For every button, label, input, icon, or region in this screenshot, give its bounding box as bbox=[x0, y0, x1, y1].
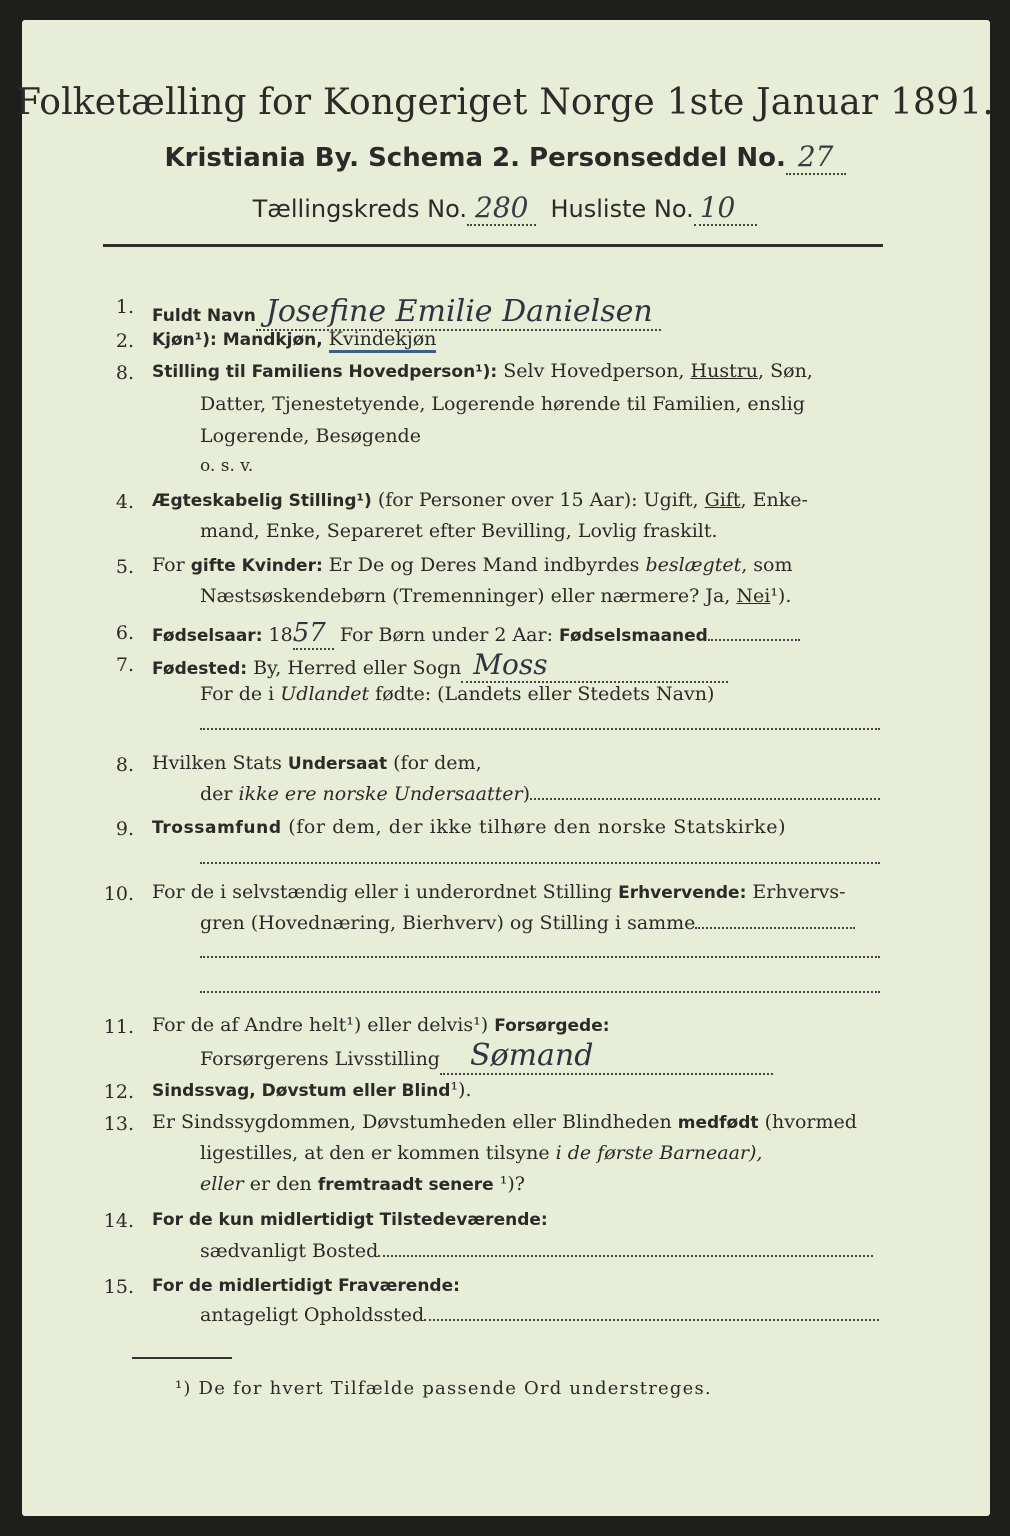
q2-selected-sex: Kvindekjøn bbox=[329, 328, 437, 353]
q6-text: For Børn under 2 Aar: bbox=[333, 624, 560, 646]
q9-text: (for dem, der ikke tilhøre den norske Statskirke) bbox=[281, 816, 787, 838]
q4-selected-status: Gift bbox=[704, 489, 741, 511]
q10-label: Erhvervende: bbox=[618, 883, 747, 903]
q5-text-3: , som bbox=[741, 554, 793, 576]
q13-line2 bbox=[200, 1142, 762, 1164]
q10-line2-text: gren (Hovednæring, Bierhverv) og Stilling i samme bbox=[200, 912, 696, 934]
q9-label: Trossamfund bbox=[152, 818, 282, 838]
q5-selected-answer: Nei bbox=[736, 585, 771, 607]
q5-italic: beslægtet bbox=[645, 554, 742, 576]
q4-label: Ægteskabelig Stilling¹) bbox=[152, 491, 372, 511]
q7-label: Fødested: bbox=[152, 659, 248, 679]
footnote: ¹) De for hvert Tilfælde passende Ord understreges. bbox=[175, 1378, 712, 1399]
q6-label: Fødselsaar: bbox=[152, 626, 263, 646]
q7-line2-b: fødte: (Landets eller Stedets Navn) bbox=[369, 683, 715, 705]
header-rule bbox=[103, 244, 883, 247]
q15-label: For de midlertidigt Fraværende: bbox=[152, 1276, 460, 1296]
q15-field bbox=[424, 1318, 879, 1321]
q8-line2-b: ) bbox=[522, 783, 530, 805]
q4-text-end: , Enke- bbox=[740, 489, 808, 511]
q8-line2 bbox=[200, 783, 880, 805]
q6-label2: Fødselsmaaned bbox=[559, 626, 708, 646]
q13-line3 bbox=[200, 1173, 525, 1195]
schema-label: Kristiania By. Schema 2. Personseddel No. bbox=[164, 143, 786, 173]
q13-line3-bold: fremtraadt senere bbox=[317, 1175, 494, 1195]
q10-line2 bbox=[200, 912, 855, 934]
q7-birthplace: Moss bbox=[461, 648, 727, 683]
q9-row bbox=[152, 816, 786, 838]
q4-line2: mand, Enke, Separeret efter Bevilling, Lovlig fraskilt. bbox=[200, 520, 718, 542]
q1-row bbox=[152, 294, 661, 329]
q6-prefix: 18 bbox=[262, 624, 293, 646]
q7-foreign-field bbox=[200, 727, 880, 730]
q14-line2-text: sædvanligt Bosted bbox=[200, 1240, 379, 1262]
district-label: Tællingskreds No. bbox=[252, 195, 468, 223]
q10-text: For de i selvstændig eller i underordnet Stilling bbox=[152, 881, 619, 903]
q14-number: 14. bbox=[103, 1210, 134, 1232]
q7-line2 bbox=[200, 683, 714, 705]
q8-text: Hvilken Stats bbox=[152, 752, 288, 774]
q14-field bbox=[378, 1254, 873, 1257]
q13-number: 13. bbox=[103, 1113, 134, 1135]
form-subtitle bbox=[0, 140, 1010, 173]
q13-line2-italic: i de første Barneaar), bbox=[555, 1142, 763, 1164]
q11-text: For de af Andre helt¹) eller delvis¹) bbox=[152, 1014, 495, 1036]
q9-number: 9. bbox=[115, 818, 134, 840]
q6-birth-year: 57 bbox=[293, 618, 334, 650]
q13-text: Er Sindssygdommen, Døvstumheden eller Blindheden bbox=[152, 1111, 678, 1133]
q2-label: Kjøn¹): Mandkjøn, bbox=[152, 330, 329, 350]
form-district-line bbox=[0, 191, 1010, 224]
q10-row bbox=[152, 881, 846, 903]
q3-line2: Datter, Tjenestetyende, Logerende hørende til Familien, enslig bbox=[200, 393, 805, 415]
q2-number: 2. bbox=[115, 330, 134, 352]
q5-label: gifte Kvinder: bbox=[190, 556, 323, 576]
q3-text: Selv Hovedperson, bbox=[497, 360, 691, 382]
district-number: 280 bbox=[467, 191, 536, 226]
q14-label: For de kun midlertidigt Tilstedeværende: bbox=[152, 1210, 548, 1230]
q1-number: 1. bbox=[115, 296, 134, 318]
q11-line2 bbox=[200, 1038, 773, 1073]
q8-row bbox=[152, 752, 482, 774]
q5-text-2: Er De og Deres Mand indbyrdes bbox=[322, 554, 646, 576]
q12-number: 12. bbox=[103, 1081, 134, 1103]
q5-text: For bbox=[152, 554, 191, 576]
q3-line4: o. s. v. bbox=[200, 456, 254, 476]
q3-selected-position: Hustru bbox=[690, 360, 759, 382]
q8-text-2: (for dem, bbox=[387, 752, 482, 774]
q5-row bbox=[152, 554, 793, 576]
personseddel-number: 27 bbox=[786, 140, 846, 175]
q6-month-field bbox=[708, 638, 800, 641]
q8-line2-a: der bbox=[200, 783, 239, 805]
q15-line2 bbox=[200, 1304, 879, 1326]
q13-text-2: (hvormed bbox=[758, 1111, 857, 1133]
q2-row bbox=[152, 328, 436, 350]
q13-line3-c: ¹)? bbox=[493, 1173, 525, 1195]
q10-text-2: Erhvervs- bbox=[746, 881, 846, 903]
q13-label: medfødt bbox=[677, 1113, 759, 1133]
q13-line3-italic: eller bbox=[200, 1173, 244, 1195]
q13-line2-a: ligestilles, at den er kommen tilsyne bbox=[200, 1142, 556, 1164]
q5-number: 5. bbox=[115, 556, 134, 578]
q6-row bbox=[152, 618, 800, 648]
footnote-rule bbox=[132, 1357, 232, 1359]
q11-number: 11. bbox=[103, 1016, 134, 1038]
q3-text-end: , Søn, bbox=[758, 360, 813, 382]
q15-row bbox=[152, 1274, 460, 1296]
q3-label: Stilling til Familiens Hovedperson¹): bbox=[152, 362, 498, 382]
q7-number: 7. bbox=[115, 654, 134, 676]
q14-line2 bbox=[200, 1240, 873, 1262]
q11-label: Forsørgede: bbox=[494, 1016, 610, 1036]
q8-field bbox=[530, 797, 880, 800]
q13-line3-a: er den bbox=[243, 1173, 318, 1195]
q4-text: (for Personer over 15 Aar): Ugift, bbox=[371, 489, 705, 511]
q14-row bbox=[152, 1208, 548, 1230]
q5-line2 bbox=[200, 585, 791, 607]
q11-row bbox=[152, 1014, 610, 1036]
q9-field bbox=[200, 861, 880, 864]
q3-number: 8. bbox=[115, 362, 134, 384]
q1-label: Fuldt Navn bbox=[152, 306, 256, 326]
q8-number: 8. bbox=[115, 754, 134, 776]
q10-number: 10. bbox=[103, 883, 134, 905]
q11-line2-text: Forsørgerens Livsstilling bbox=[200, 1048, 440, 1070]
q12-row bbox=[152, 1079, 472, 1101]
q10-field-2 bbox=[200, 955, 880, 958]
q4-row bbox=[152, 489, 808, 511]
q7-line2-italic: Udlandet bbox=[280, 683, 370, 705]
q11-provider-occupation: Sømand bbox=[440, 1038, 773, 1075]
q1-full-name: Josefine Emilie Danielsen bbox=[256, 294, 661, 331]
q15-number: 15. bbox=[103, 1276, 134, 1298]
q3-line3: Logerende, Besøgende bbox=[200, 425, 421, 447]
q6-number: 6. bbox=[115, 622, 134, 644]
household-number: 10 bbox=[694, 191, 758, 226]
q3-row bbox=[152, 360, 813, 382]
q5-line2-end: ¹). bbox=[770, 585, 792, 607]
q12-label: Sindssvag, Døvstum eller Blind bbox=[152, 1081, 451, 1101]
q4-number: 4. bbox=[115, 491, 134, 513]
q5-line2-text: Næstsøskendebørn (Tremenninger) eller nærmere? Ja, bbox=[200, 585, 737, 607]
q13-row bbox=[152, 1111, 857, 1133]
q8-label: Undersaat bbox=[287, 754, 388, 774]
household-label: Husliste No. bbox=[550, 195, 694, 223]
q8-line2-italic: ikke ere norske Undersaatter bbox=[238, 783, 523, 805]
form-title: Folketælling for Kongeriget Norge 1ste Januar 1891. bbox=[15, 82, 995, 123]
q12-end: ¹). bbox=[450, 1079, 472, 1101]
q7-text: By, Herred eller Sogn bbox=[247, 657, 462, 679]
q10-field bbox=[695, 926, 855, 929]
q10-field-3 bbox=[200, 990, 880, 993]
q7-row bbox=[152, 648, 728, 681]
q15-line2-text: antageligt Opholdssted bbox=[200, 1304, 425, 1326]
q7-line2-a: For de i bbox=[200, 683, 281, 705]
